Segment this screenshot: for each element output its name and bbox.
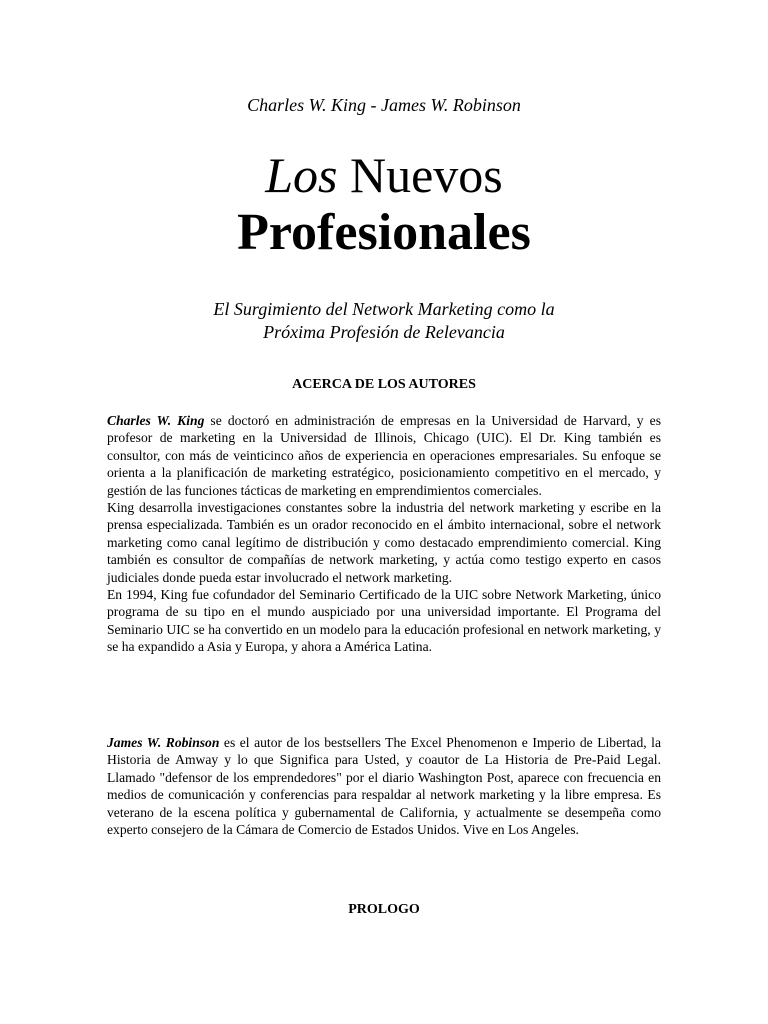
- king-name: Charles W. King: [107, 413, 205, 428]
- subtitle-line-1: El Surgimiento del Network Marketing como la: [213, 299, 555, 319]
- prolog-heading: PROLOGO: [348, 902, 420, 917]
- title-line-1: [0, 146, 768, 204]
- king-paragraph-2: King desarrolla investigaciones constantes sobre la industria del network marketing y escribe en la prensa especializada. También es un orador reconocido en el ámbito internacional, sobre el network marketing como canal legítimo de distribución y como destacado emprendimiento comercial. King también es consultor de compañías de network marketing, y actúa como testigo experto en casos judiciales donde pueda estar involucrado el network marketing.: [107, 500, 661, 585]
- book-title: [0, 146, 768, 262]
- robinson-bio: [107, 734, 661, 838]
- title-line-2: Profesionales: [237, 204, 531, 261]
- subtitle-line-2: Próxima Profesión de Relevancia: [263, 322, 505, 342]
- title-word-los: Los: [265, 147, 338, 203]
- king-bio: [107, 412, 661, 656]
- king-paragraph-1-text: se doctoró en administración de empresas en la Universidad de Harvard, y es profesor de marketing en la Universidad de Illinois, Chicago (UIC). El Dr. King también es consultor, con más de veinticinco años de experiencia en operaciones empresariales. Su enfoque se orienta a la planificación de marketing estratégico, posicionamiento competitivo en el mercado, y gestión de las funciones tácticas de marketing en emprendimientos comerciales.: [107, 413, 661, 498]
- robinson-name: James W. Robinson: [107, 735, 220, 750]
- book-subtitle: [0, 298, 768, 344]
- about-authors-heading: ACERCA DE LOS AUTORES: [292, 377, 476, 392]
- title-word-nuevos: Nuevos: [350, 147, 503, 203]
- king-paragraph-3: En 1994, King fue cofundador del Seminario Certificado de la UIC sobre Network Marketing, único programa de su tipo en el mundo auspiciado por una universidad importante. El Programa del Seminario UIC se ha convertido en un modelo para la educación profesional en network marketing, y se ha expandido a Asia y Europa, y ahora a América Latina.: [107, 587, 661, 655]
- robinson-paragraph-1-text: es el autor de los bestsellers The Excel Phenomenon e Imperio de Libertad, la Historia de Amway y lo que Significa para Usted, y coautor de La Historia de Pre-Paid Legal. Llamado "defensor de los emprendedores" por el diario Washington Post, aparece con frecuencia en medios de comunicación y conferencias para respaldar al network marketing y la libre empresa. Es veterano de la escena política y gubernamental de California, y actualmente se desempeña como experto consejero de la Cámara de Comercio de Estados Unidos. Vive en Los Angeles.: [107, 735, 661, 838]
- king-paragraph-1: [107, 412, 661, 499]
- robinson-paragraph-1: [107, 734, 661, 838]
- authors-line: Charles W. King - James W. Robinson: [247, 95, 521, 115]
